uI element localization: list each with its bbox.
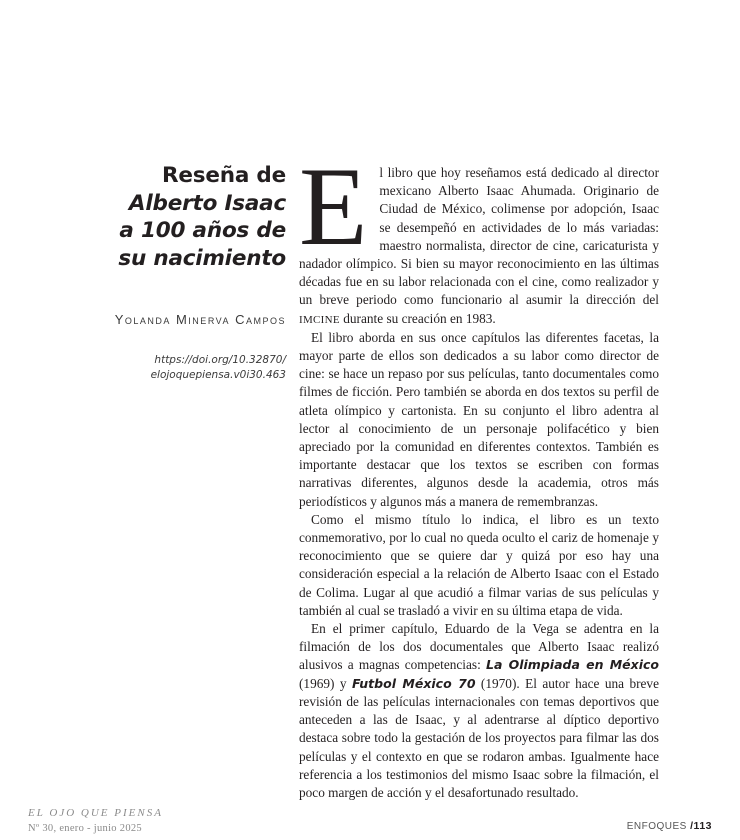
drop-cap: E [299,145,368,269]
page-number: /113 [690,820,712,832]
article-body [299,145,659,802]
journal-name: EL OJO QUE PIENSA [28,807,163,819]
page-footer [627,820,712,832]
paragraph-text: En el primer capítulo, Eduardo de la Vega se adentra en la filmación de los dos documentales que Alberto Isaac realizó alusivos a magnas competencias: [299,621,659,673]
journal-footer [28,806,163,836]
issue-info: Nº 30, enero - junio 2025 [28,823,142,834]
doi-line: elojoquepiensa.v0i30.463 [150,369,286,381]
article-title [40,162,286,272]
paragraph: El libro aborda en sus once capítulos las diferentes facetas, la mayor parte de ellos son dedicados a su labor como director de cine: se hace un repaso por sus películas, tanto documentales como filmes de ficción. Pero también se aborda en dos textos su perfil de atleta olímpico y cartonista. En su conjunto el libro adentra al lector al conocimiento de un personaje polifacético y bien apreciado por la comunidad en diferentes contextos. También es importante destacar que los textos se escriben con formas narrativas diferentes, algunos desde la academia, otros más periodísticos y algunos más a manera de remembranzas. [299,329,659,509]
acronym: IMCINE [299,313,340,326]
doi-line: https://doi.org/10.32870/ [154,354,286,366]
section-name: ENFOQUES [626,821,691,832]
paragraph-text: durante su creación en 1983. [339,310,496,326]
paragraph-text: (1970). El autor hace una breve revisión de las películas internacionales con temas deportivos que anteceden a las de Isaac, y al adentrarse al díptico deportivo destaca sobre todo la gestación de los proyectos para filmar las dos películas y el contexto en que se rodaron ambas. Igualmente hace referencia a los testimonios del mismo Isaac sobre la filmación, el poco margen de acción y el desafortunado resultado. [299,675,659,800]
title-line: Reseña de [162,163,286,188]
paragraph: Como el mismo título lo indica, el libro es un texto conmemorativo, por lo cual no queda oculto el cariz de homenaje y reconocimiento que se quiere dar y quizá por eso hay una consideración especial a la relación de Alberto Isaac con el Estado de Colima. Lugar al que acudió a filmar varias de sus películas y también al cual se trasladó a vivir en su última etapa de vida. [299,511,659,618]
paragraph-text: l libro que hoy reseñamos está dedicado al director mexicano Alberto Isaac Ahumada. Originario de Ciudad de México, colimense por adopción, Isaac se desempeñó en actividades de lo más variadas: maestro normalista, director de cine, caricaturista y nadador olímpico. Si bien su mayor reconocimiento en las últimas décadas fue en su labor relacionada con el cine, como realizador y un breve periodo como funcionario al asumir la dirección del [299,165,659,308]
title-line: Alberto Isaac [128,190,286,216]
paragraph [299,145,659,329]
doi-link[interactable] [40,353,286,383]
title-line: su nacimiento [118,245,286,271]
title-line: a 100 años de [119,218,286,243]
film-title: La Olimpiada en México [485,657,659,673]
paragraph [299,620,659,802]
paragraph-text: (1969) y [299,675,352,691]
author-name: Yolanda Minerva Campos [114,312,286,327]
article-header [40,162,286,383]
film-title: Futbol México 70 [351,675,476,691]
